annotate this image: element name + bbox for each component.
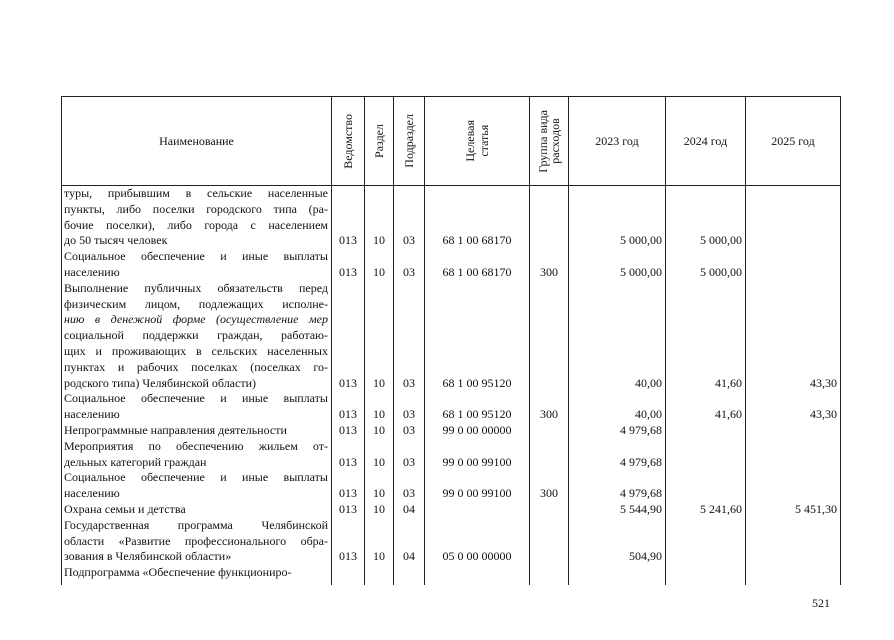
row-name-line: нию в денежной форме (осуществление мер	[64, 312, 328, 327]
row-vedomstvo: 013	[339, 407, 357, 422]
row-razdel: 10	[373, 549, 385, 564]
row-value-2023: 40,00	[635, 375, 662, 390]
row-vedomstvo: 013	[339, 233, 357, 248]
row-razdel: 10	[373, 486, 385, 501]
row-value-2023: 5 000,00	[620, 233, 662, 248]
row-name-line: Охрана семьи и детства	[64, 501, 186, 516]
table-row	[62, 186, 840, 249]
row-name	[64, 518, 328, 565]
row-name-line: Мероприятия по обеспечению жильем от-	[64, 438, 328, 453]
row-name-line: Социальное обеспечение и иные выплаты	[64, 391, 328, 406]
row-name-line: бочие поселки), либо города с населением	[64, 217, 328, 232]
row-vedomstvo: 013	[339, 549, 357, 564]
row-name-line: дельных категорий граждан	[64, 454, 207, 469]
table-row	[62, 470, 840, 502]
row-podrazdel: 04	[403, 501, 415, 516]
row-gruppa: 300	[540, 407, 558, 422]
row-value-2025: 43,30	[810, 375, 837, 390]
header-vedomstvo: Ведомство	[341, 113, 355, 169]
row-name-line: социальной поддержки граждан, работаю-	[64, 328, 328, 343]
row-value-2024: 5 241,60	[700, 501, 742, 516]
page-number: 521	[812, 596, 830, 610]
row-value-2023: 40,00	[635, 407, 662, 422]
row-name-line: Социальное обеспечение и иные выплаты	[64, 249, 328, 264]
row-name	[64, 565, 328, 581]
row-podrazdel: 03	[403, 486, 415, 501]
row-value-2025: 5 451,30	[795, 501, 837, 516]
row-razdel: 10	[373, 264, 385, 279]
row-name-line: физическим лицом, подлежащих исполне-	[64, 296, 328, 311]
table-row	[62, 502, 840, 518]
row-vedomstvo: 013	[339, 454, 357, 469]
header-razdel: Раздел	[372, 124, 386, 158]
row-name	[64, 470, 328, 502]
row-value-2023: 4 979,68	[620, 454, 662, 469]
row-gruppa: 300	[540, 486, 558, 501]
row-podrazdel: 03	[403, 407, 415, 422]
row-name-line: туры, прибывшим в сельские населенные	[64, 186, 328, 200]
row-podrazdel: 03	[403, 375, 415, 390]
header-2023: 2023 год	[595, 133, 639, 148]
table-body	[62, 186, 840, 581]
row-value-2024: 5 000,00	[700, 233, 742, 248]
budget-table	[61, 96, 841, 585]
row-celevaya: 05 0 00 00000	[442, 549, 512, 564]
row-name-line: Выполнение публичных обязательств перед	[64, 280, 328, 295]
table-row	[62, 281, 840, 392]
row-value-2023: 5 000,00	[620, 264, 662, 279]
row-name-line: населению	[64, 407, 120, 422]
row-vedomstvo: 013	[339, 375, 357, 390]
row-name-line: щих и проживающих в сельских населенных	[64, 343, 328, 358]
row-value-2024: 41,60	[715, 407, 742, 422]
row-name-line: пункты, либо поселки городского типа (ра-	[64, 201, 328, 216]
header-name: Наименование	[159, 133, 234, 148]
row-name	[64, 249, 328, 281]
row-name-line: зования в Челябинской области»	[64, 549, 232, 564]
row-name-line: населению	[64, 264, 120, 279]
row-name	[64, 281, 328, 392]
table-row	[62, 391, 840, 423]
row-value-2023: 4 979,68	[620, 422, 662, 437]
row-value-2024: 5 000,00	[700, 264, 742, 279]
row-value-2024: 41,60	[715, 375, 742, 390]
row-celevaya: 68 1 00 95120	[442, 407, 512, 422]
table-row	[62, 423, 840, 439]
row-razdel: 10	[373, 233, 385, 248]
header-podrazdel: Подраздел	[402, 114, 416, 168]
row-name-line: родского типа) Челябинской области)	[64, 375, 256, 390]
row-name-line: до 50 тысяч человек	[64, 233, 168, 248]
row-name-line: области «Развитие профессионального обра-	[64, 533, 328, 548]
row-vedomstvo: 013	[339, 486, 357, 501]
table-row	[62, 518, 840, 565]
row-celevaya: 99 0 00 99100	[442, 486, 512, 501]
row-name-line: Подпрограмма «Обеспечение функциониро-	[64, 565, 292, 580]
row-name	[64, 391, 328, 423]
row-vedomstvo: 013	[339, 501, 357, 516]
table-row	[62, 249, 840, 281]
row-razdel: 10	[373, 422, 385, 437]
row-value-2023: 4 979,68	[620, 486, 662, 501]
row-name	[64, 502, 328, 518]
row-razdel: 10	[373, 501, 385, 516]
header-2025: 2025 год	[771, 133, 815, 148]
row-name-line: населению	[64, 486, 120, 501]
row-podrazdel: 04	[403, 549, 415, 564]
row-name	[64, 439, 328, 471]
row-celevaya: 68 1 00 68170	[442, 264, 512, 279]
table-row	[62, 439, 840, 471]
row-gruppa: 300	[540, 264, 558, 279]
header-celevaya: Целевая статья	[463, 120, 491, 162]
row-podrazdel: 03	[403, 422, 415, 437]
header-gruppa: Группа вида расходов	[536, 109, 562, 173]
row-podrazdel: 03	[403, 454, 415, 469]
row-name-line: Социальное обеспечение и иные выплаты	[64, 470, 328, 485]
row-value-2023: 504,90	[629, 549, 662, 564]
row-name-line: пунктах и рабочих поселках (поселках го-	[64, 359, 328, 374]
table-row	[62, 565, 840, 581]
row-celevaya: 68 1 00 95120	[442, 375, 512, 390]
row-podrazdel: 03	[403, 264, 415, 279]
row-vedomstvo: 013	[339, 422, 357, 437]
row-value-2023: 5 544,90	[620, 501, 662, 516]
row-name-line: Государственная программа Челябинской	[64, 517, 328, 532]
row-razdel: 10	[373, 454, 385, 469]
row-name	[64, 186, 328, 249]
row-razdel: 10	[373, 375, 385, 390]
row-name-line: Непрограммные направления деятельности	[64, 422, 287, 437]
row-celevaya: 99 0 00 99100	[442, 454, 512, 469]
row-celevaya: 99 0 00 00000	[442, 422, 512, 437]
row-value-2025: 43,30	[810, 407, 837, 422]
row-vedomstvo: 013	[339, 264, 357, 279]
row-podrazdel: 03	[403, 233, 415, 248]
row-name	[64, 423, 328, 439]
row-celevaya: 68 1 00 68170	[442, 233, 512, 248]
row-razdel: 10	[373, 407, 385, 422]
header-2024: 2024 год	[683, 133, 728, 148]
